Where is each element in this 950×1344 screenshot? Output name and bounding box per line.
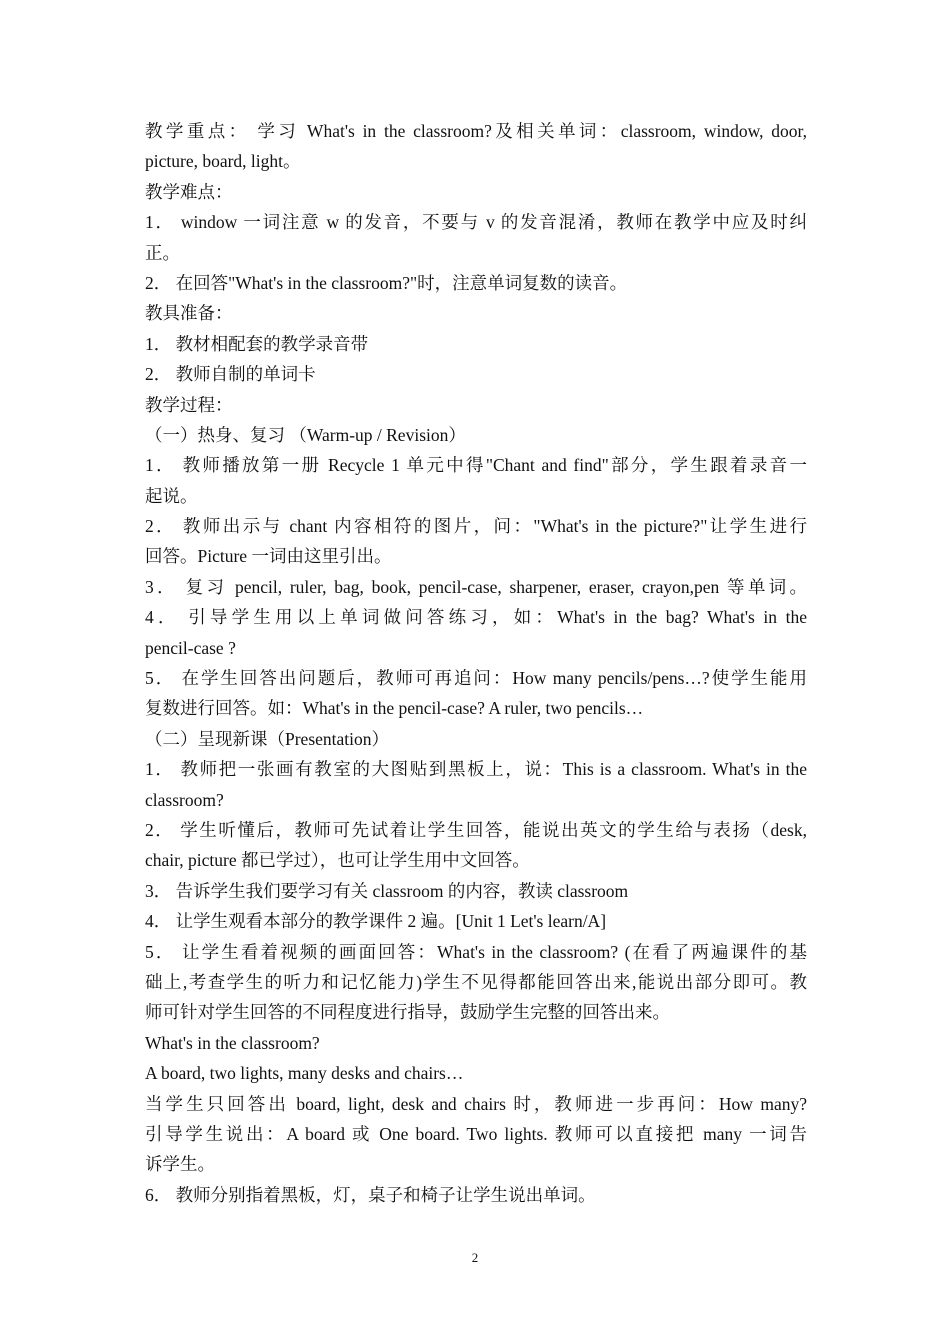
section-heading: 教学过程： xyxy=(145,394,233,415)
text-line: picture, board, light。 xyxy=(145,151,301,172)
section-heading: 教学难点： xyxy=(145,181,233,202)
text-line: 回答。Picture 一词由这里引出。 xyxy=(145,546,392,567)
text-line: 3． 复习 pencil, ruler, bag, book, pencil-case, sharpener, eraser, crayon,pen 等单词。 xyxy=(145,576,807,597)
text-line: 6． 教师分别指着黑板，灯，桌子和椅子让学生说出单词。 xyxy=(145,1184,596,1205)
text-line: 复数进行回答。如：What's in the pencil-case? A ruler, two pencils… xyxy=(145,698,644,719)
text-line: chair, picture 都已学过），也可让学生用中文回答。 xyxy=(145,850,530,871)
text-line: 正。 xyxy=(145,242,180,263)
text-line: 础上,考查学生的听力和记忆能力)学生不见得都能回答出来,能说出部分即可。教 xyxy=(145,971,807,992)
text-line: 起说。 xyxy=(145,485,198,506)
text-line: 1． 教材相配套的教学录音带 xyxy=(145,333,369,354)
document-body xyxy=(145,116,807,1210)
page-number: 2 xyxy=(471,1250,479,1265)
text-line: 2． 在回答"What's in the classroom?"时，注意单词复数的读音。 xyxy=(145,272,628,293)
text-line: 1． 教师播放第一册 Recycle 1 单元中得"Chant and find"部分，学生跟着录音一 xyxy=(145,455,807,476)
text-line: 教学重点： 学习 What's in the classroom?及相关单词：classroom, window, door, xyxy=(145,121,807,141)
text-line: 1． 教师把一张画有教室的大图贴到黑板上，说：This is a classroom. What's in the xyxy=(145,759,807,780)
subsection-heading: （一）热身、复习 （Warm-up / Revision） xyxy=(145,424,466,445)
text-line: 当学生只回答出 board, light, desk and chairs 时，教师进一步再问：How many? xyxy=(145,1093,807,1114)
text-line: 2． 教师自制的单词卡 xyxy=(145,364,316,385)
text-line: 诉学生。 xyxy=(145,1154,215,1175)
text-line: 2． 教师出示与 chant 内容相符的图片，问："What's in the picture?"让学生进行 xyxy=(145,516,807,537)
text-line: What's in the classroom? xyxy=(145,1032,320,1053)
text-line: 4． 引导学生用以上单词做问答练习，如：What's in the bag? What's in the xyxy=(145,607,807,628)
section-heading: 教具准备： xyxy=(145,303,233,324)
text-line: A board, two lights, many desks and chairs… xyxy=(145,1063,464,1084)
text-line: 3． 告诉学生我们要学习有关 classroom 的内容，教读 classroom xyxy=(145,880,629,901)
text-line: 1． window 一词注意 w 的发音，不要与 v 的发音混淆，教师在教学中应及时纠 xyxy=(145,212,807,233)
text-line: pencil-case ? xyxy=(145,637,236,658)
text-line: 4． 让学生观看本部分的教学课件 2 遍。[Unit 1 Let's learn/A] xyxy=(145,911,607,932)
text-line: classroom? xyxy=(145,789,224,810)
text-line: 5． 让学生看着视频的画面回答：What's in the classroom? (在看了两遍课件的基 xyxy=(145,941,807,962)
subsection-heading: （二）呈现新课（Presentation） xyxy=(145,728,390,749)
text-line: 5． 在学生回答出问题后，教师可再追问：How many pencils/pens…?使学生能用 xyxy=(145,668,807,689)
text-line: 引导学生说出：A board 或 One board. Two lights. 教师可以直接把 many 一词告 xyxy=(145,1123,807,1144)
text-line: 2． 学生听懂后，教师可先试着让学生回答，能说出英文的学生给与表扬（desk, xyxy=(145,819,807,840)
text-line: 师可针对学生回答的不同程度进行指导，鼓励学生完整的回答出来。 xyxy=(145,1002,670,1023)
